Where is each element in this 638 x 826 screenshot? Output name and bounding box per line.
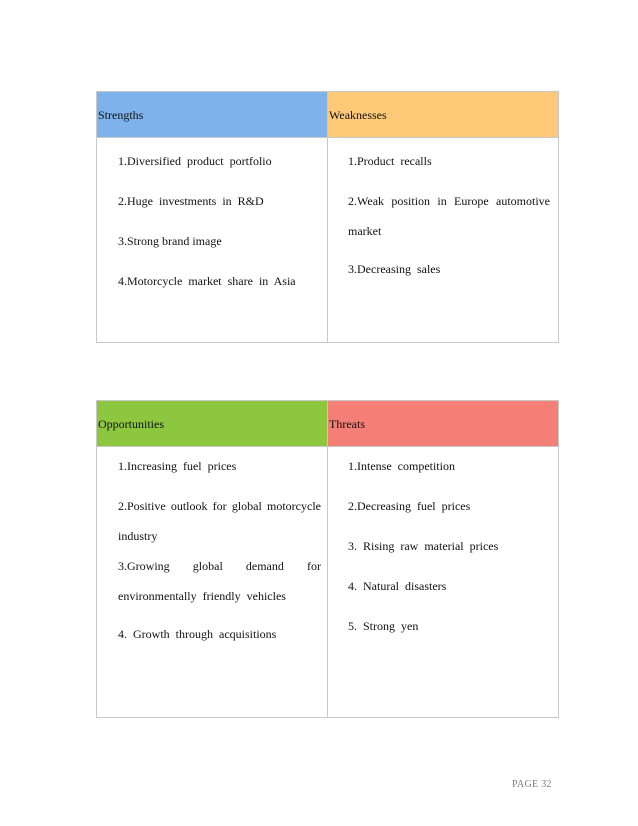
opportunities-title: Opportunities: [98, 416, 164, 431]
weaknesses-title: Weaknesses: [329, 107, 387, 122]
list-item: environmentally friendly vehicles: [118, 589, 286, 603]
list-item: 1.Diversified product portfolio: [118, 154, 272, 168]
weaknesses-body: [328, 138, 559, 343]
swot-table-bottom: [96, 400, 559, 718]
list-item: 1.Intense competition: [348, 459, 455, 473]
list-item: 5. Strong yen: [348, 619, 419, 633]
page-number: [512, 779, 552, 790]
weaknesses-list: [328, 138, 558, 277]
list-item: 2.Decreasing fuel prices: [348, 499, 471, 513]
list-item: 2.Positive outlook for global motorcycle: [118, 499, 321, 513]
list-item: 2.Weak position in Europe automotive: [348, 194, 550, 208]
page-number-label: PAGE 32: [512, 779, 552, 790]
threats-title: Threats: [329, 416, 365, 431]
strengths-title: Strengths: [98, 107, 144, 122]
threats-header: [328, 401, 559, 447]
threats-list: [328, 447, 558, 634]
list-item: 1.Product recalls: [348, 154, 432, 168]
list-item: 1.Increasing fuel prices: [118, 459, 237, 473]
list-item: 3.Strong brand image: [118, 234, 222, 248]
strengths-body: [97, 138, 328, 343]
opportunities-list: [97, 447, 327, 642]
list-item: 3.Growing global demand for: [118, 559, 321, 573]
list-item: market: [348, 224, 382, 238]
list-item: industry: [118, 529, 158, 543]
swot-table-top: [96, 91, 559, 343]
opportunities-body: [97, 447, 328, 718]
list-item: 4. Growth through acquisitions: [118, 627, 277, 641]
list-item: 3.Decreasing sales: [348, 262, 441, 276]
list-item: 2.Huge investments in R&D: [118, 194, 264, 208]
strengths-list: [97, 138, 327, 289]
list-item: 3. Rising raw material prices: [348, 539, 499, 553]
threats-body: [328, 447, 559, 718]
opportunities-header: [97, 401, 328, 447]
weaknesses-header: [328, 92, 559, 138]
strengths-header: [97, 92, 328, 138]
list-item: 4. Natural disasters: [348, 579, 447, 593]
list-item: 4.Motorcycle market share in Asia: [118, 274, 296, 288]
